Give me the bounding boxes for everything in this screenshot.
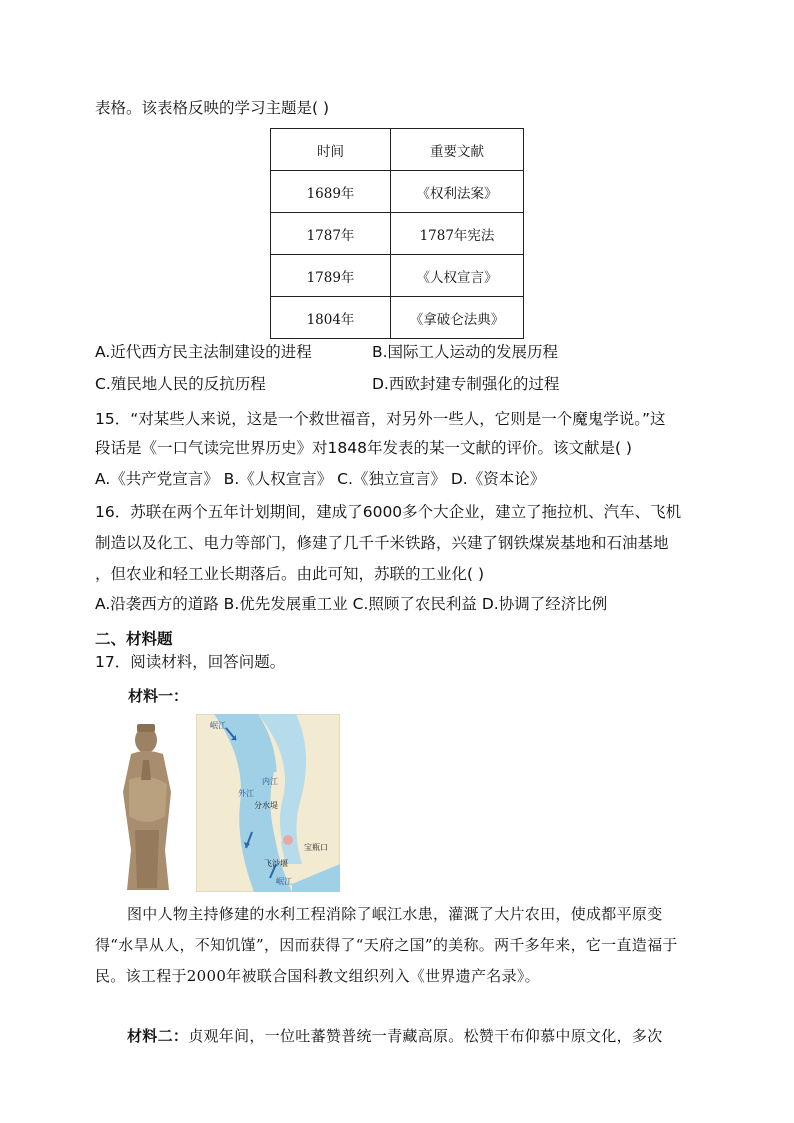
q16-line-3: ，但农业和轻工业长期落后。由此可知，苏联的工业化( ) <box>95 565 485 583</box>
map-label-baopingkou: 宝瓶口 <box>304 843 328 852</box>
q15-options: A.《共产党宣言》 B.《人权宣言》 C.《独立宣言》 D.《资本论》 <box>95 470 546 488</box>
map-label-minjiang-top: 岷江 <box>210 721 226 730</box>
table-header-row <box>271 129 524 171</box>
table-cell: 1787年宪法 <box>391 213 524 255</box>
map-label-waijiang: 外江 <box>238 789 254 798</box>
header-document: 重要文献 <box>391 129 524 171</box>
table-cell: 1804年 <box>271 297 391 339</box>
table-cell: 1689年 <box>271 171 391 213</box>
statue-image <box>113 720 181 892</box>
table-cell: 《权利法案》 <box>391 171 524 213</box>
material-2-text: 贞观年间，一位吐蕃赞普统一青藏高原。松赞干布仰慕中原文化，多次 <box>188 1027 663 1045</box>
table-cell: 1789年 <box>271 255 391 297</box>
q15-line-2: 段话是《一口气读完世界历史》对1848年发表的某一文献的评价。该文献是( ) <box>95 439 632 457</box>
q14-option-c: C.殖民地人民的反抗历程 <box>95 375 266 393</box>
q14-option-b: B.国际工人运动的发展历程 <box>372 343 559 361</box>
q16-options: A.沿袭西方的道路 B.优先发展重工业 C.照顾了农民利益 D.协调了经济比例 <box>95 595 608 613</box>
q16-line-2: 制造以及化工、电力等部门，修建了几千千米铁路，兴建了钢铁煤炭基地和石油基地 <box>95 534 669 552</box>
material-1-text: 图中人物主持修建的水利工程消除了岷江水患，灌溉了大片农田，使成都平原变得“水旱从人，不知饥馑”，因而获得了“天府之国”的美称。两千多年来，它一直造福于民。该工程于2000年被联合国科教文组织列入《世界遗产名录》。 <box>95 905 678 985</box>
q15-line-1: 15．“对某些人来说，这是一个救世福音，对另外一些人，它则是一个魔鬼学说。”这 <box>95 410 666 428</box>
q14-stem-tail: 表格。该表格反映的学习主题是( ) <box>95 99 330 117</box>
documents-table <box>270 128 524 339</box>
table-row <box>271 213 524 255</box>
table-cell: 《人权宣言》 <box>391 255 524 297</box>
table-row <box>271 171 524 213</box>
map-label-feishayan: 飞沙堰 <box>264 859 288 868</box>
section-title: 二、材料题 <box>95 630 173 648</box>
map-label-minjiang-bottom: 岷江 <box>276 877 292 886</box>
q16-line-1: 16．苏联在两个五年计划期间，建成了6000多个大企业，建立了拖拉机、汽车、飞机 <box>95 503 682 521</box>
map-label-fenshuidi: 分水堤 <box>254 801 278 810</box>
table-row <box>271 297 524 339</box>
dujiangyan-map <box>196 714 340 892</box>
header-time: 时间 <box>271 129 391 171</box>
table-cell: 《拿破仑法典》 <box>391 297 524 339</box>
material-2-label: 材料二： <box>127 1027 189 1045</box>
material-1-label: 材料一： <box>128 687 189 705</box>
q14-option-d: D.西欧封建专制强化的过程 <box>372 375 560 393</box>
map-label-neijiang: 内江 <box>262 777 278 786</box>
q17-prompt: 17．阅读材料，回答问题。 <box>95 653 286 671</box>
material-2-paragraph <box>95 1021 663 1052</box>
table-row <box>271 255 524 297</box>
q14-option-a: A.近代西方民主法制建设的进程 <box>95 343 312 361</box>
table-cell: 1787年 <box>271 213 391 255</box>
